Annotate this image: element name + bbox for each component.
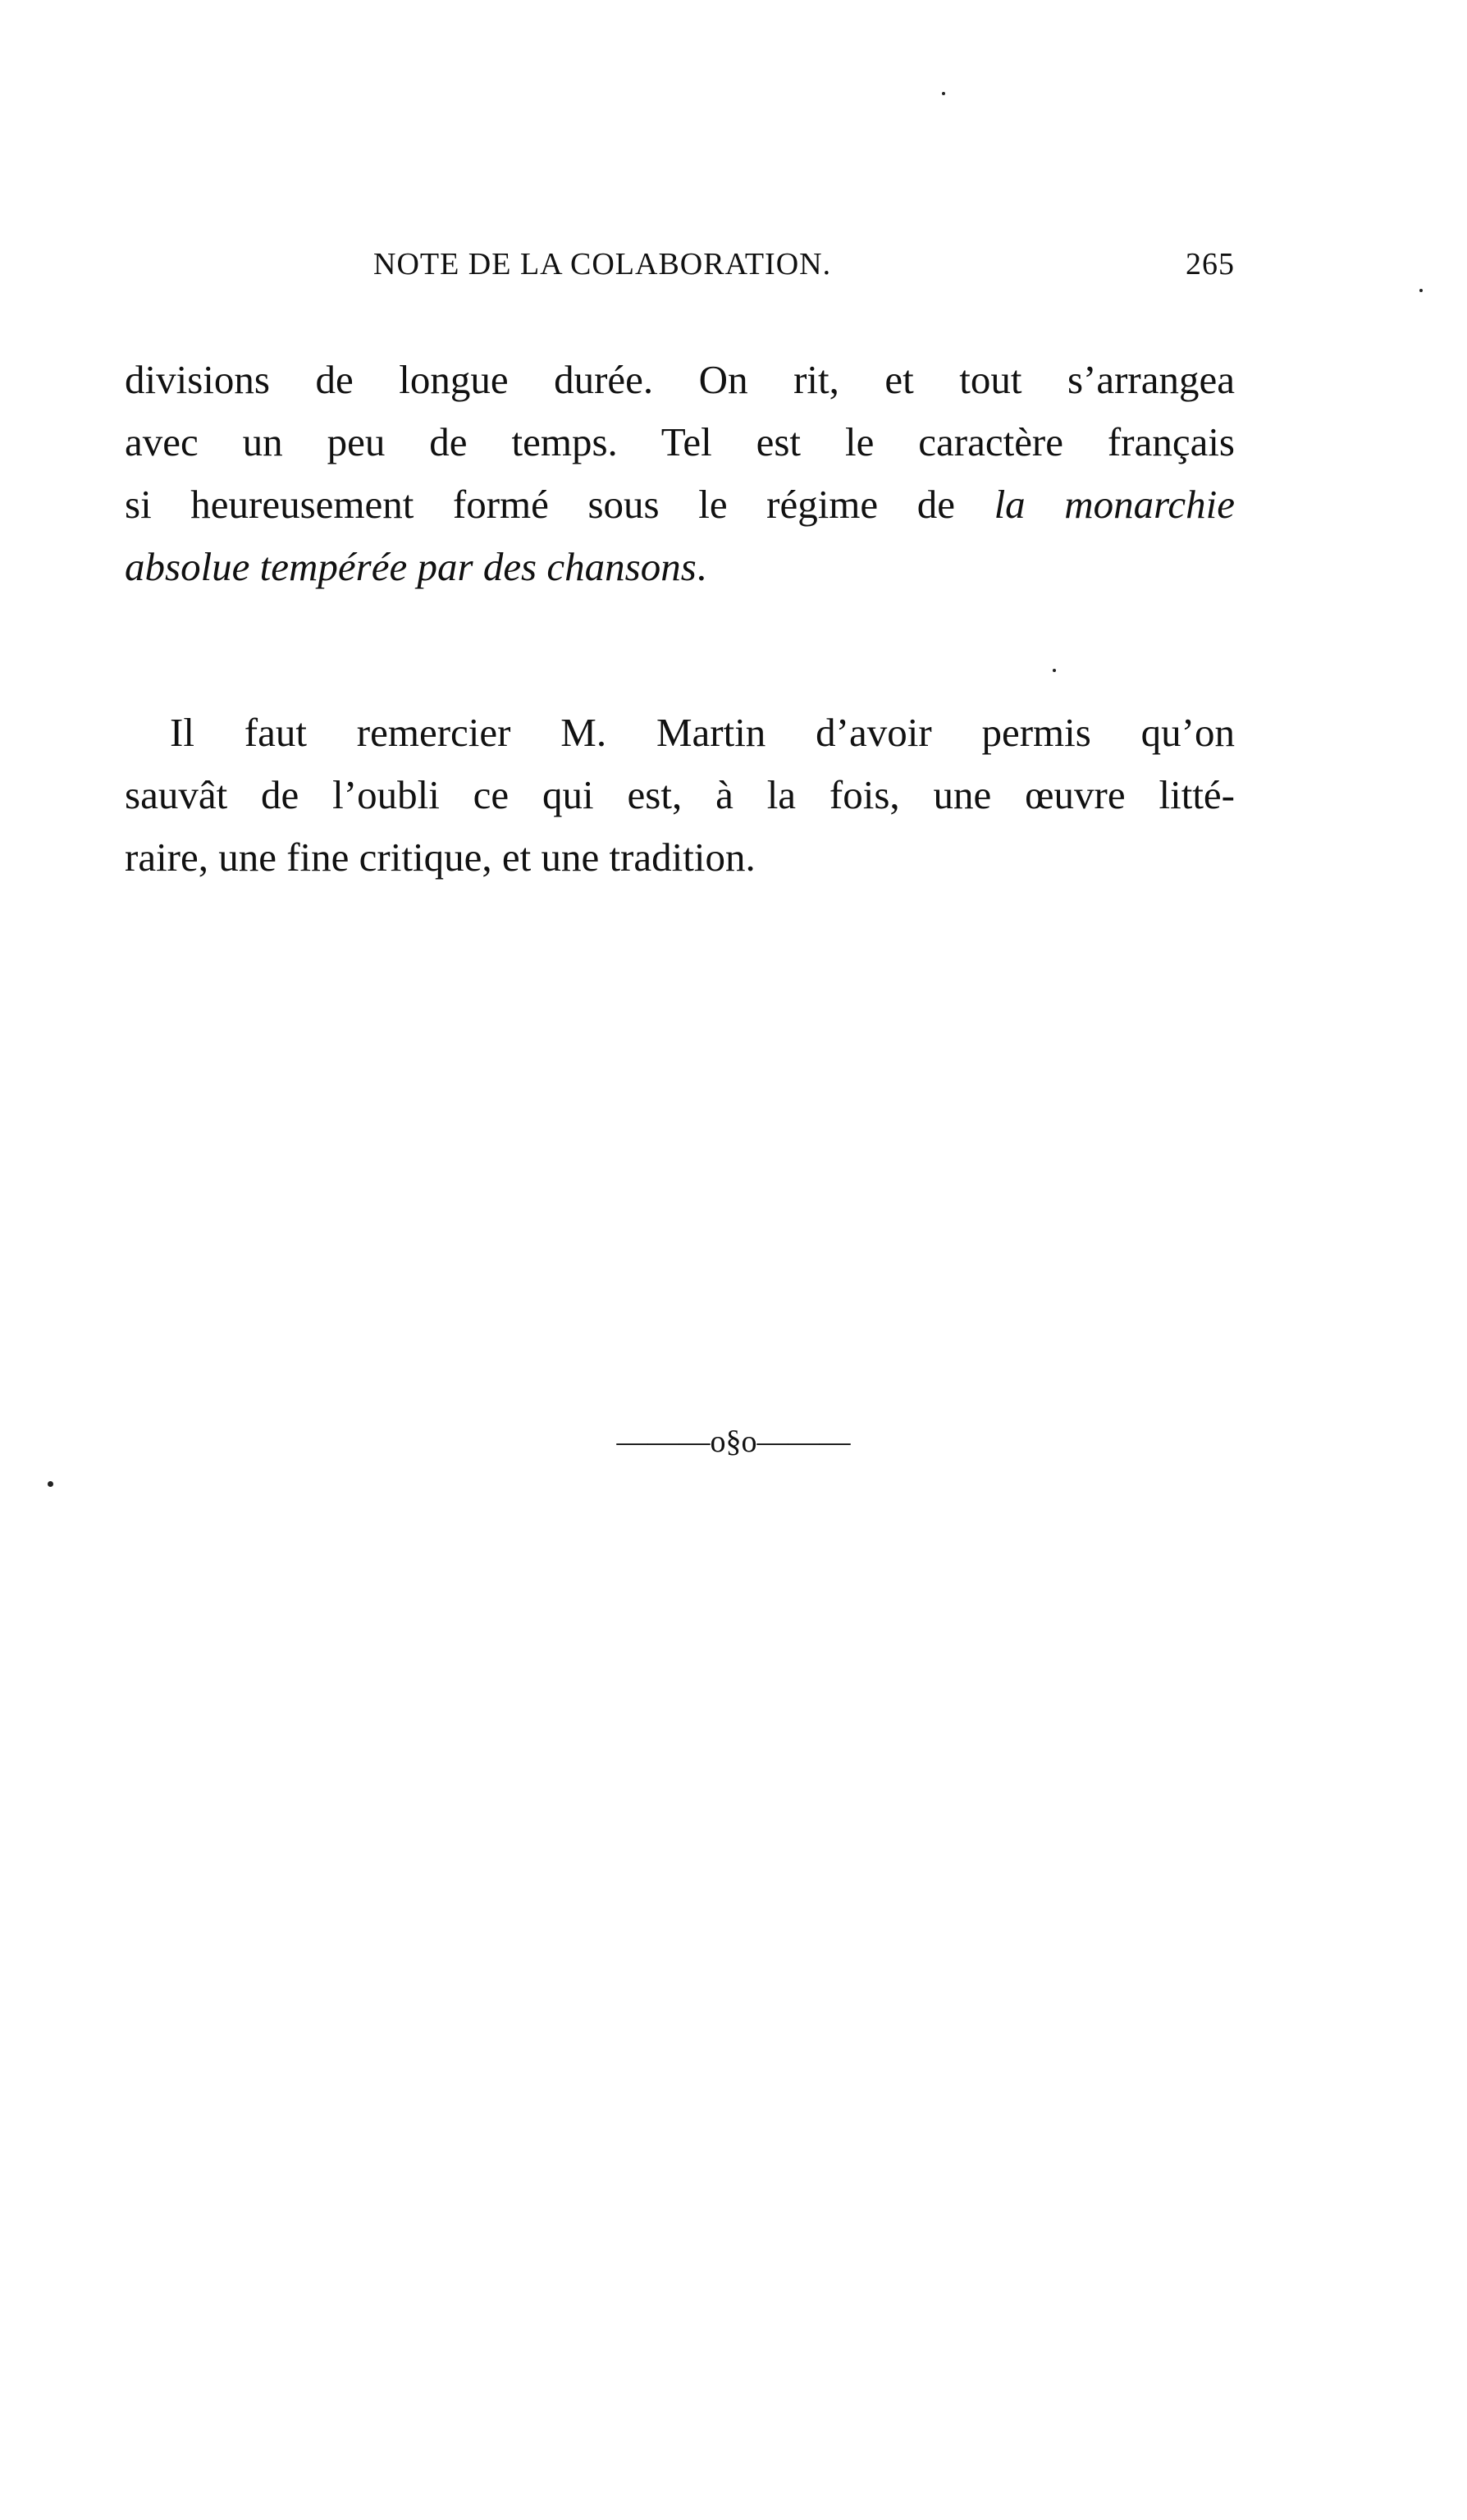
- paragraph-1-line-2: avec un peu de temps. Tel est le caractère français: [125, 419, 1235, 464]
- scan-speck: [1053, 669, 1056, 672]
- scan-speck: [942, 92, 945, 95]
- paragraph-2: [125, 702, 1235, 889]
- paragraph-1-line-1: divisions de longue durée. On rit, et tout s’arrangea: [125, 357, 1235, 402]
- paragraph-1-line-4: [125, 536, 1235, 598]
- scan-speck: [1419, 289, 1423, 292]
- paragraph-2-line-3: raire, une fine critique, et une tradition.: [125, 835, 756, 880]
- paragraph-1-line-3-italic: la monarchie: [994, 482, 1235, 527]
- paragraph-1-line-4-end: .: [696, 544, 707, 589]
- paragraph-1-line-4-italic: absolue tempérée par des chansons: [125, 544, 697, 589]
- paragraph-2-line-2: sauvât de l’oubli ce qui est, à la fois, une œuvre litté-: [125, 772, 1235, 817]
- paragraph-1-line-3: [125, 473, 1235, 536]
- paragraph-2-line-1: Il faut remercier M. Martin d’avoir permis qu’on: [170, 710, 1235, 755]
- running-title: NOTE DE LA COLABORATION.: [373, 247, 832, 281]
- section-ornament: ———o§o———: [616, 1425, 851, 1459]
- running-head: [373, 246, 1235, 295]
- paragraph-1: [125, 349, 1235, 598]
- paragraph-1-line-3-text: si heureusement formé sous le régime de: [125, 482, 994, 527]
- scan-speck: [48, 1481, 53, 1487]
- page-number: 265: [1186, 247, 1235, 281]
